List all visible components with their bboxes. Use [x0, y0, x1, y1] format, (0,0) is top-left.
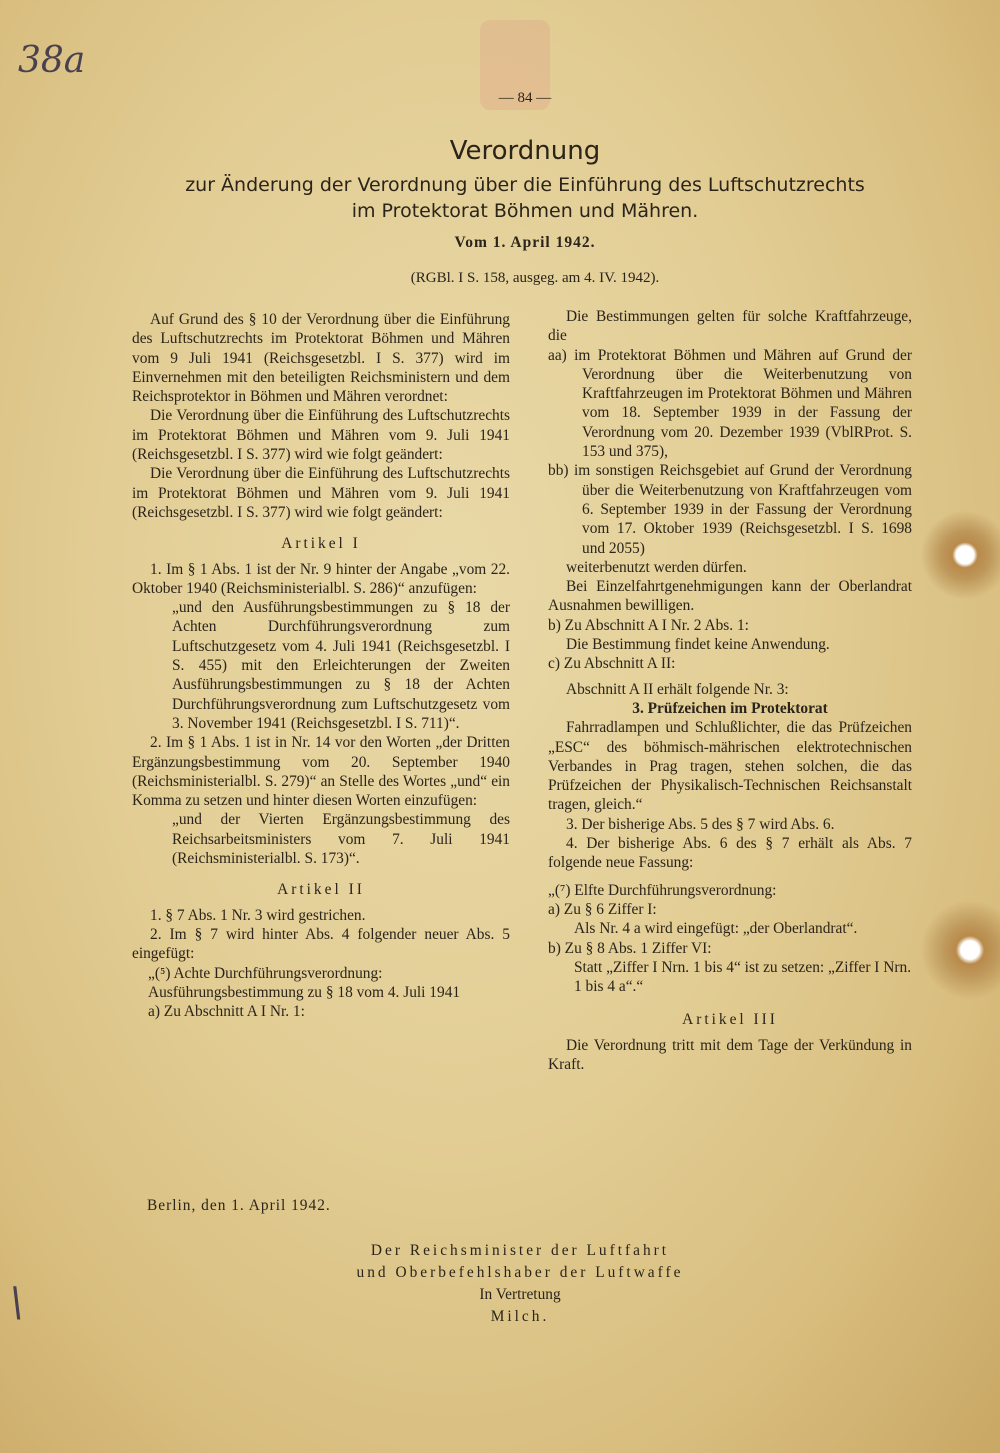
paragraph: 4. Der bisherige Abs. 6 des § 7 erhält als Abs. 7 folgende neue Fassung:	[548, 835, 912, 872]
paragraph: Die Verordnung über die Einführung des Luftschutzrechts im Protektorat Böhmen und Mähren vom 9. Juli 1941 (Reichsgesetzbl. I S. 377) wird wie folgt geändert:	[132, 465, 510, 521]
place-date: Berlin, den 1. April 1942.	[147, 1197, 331, 1214]
quoted-text: „und den Ausführungsbestimmungen zu § 18 der Achten Durchführungsverordnung zum Luftschutzgesetz vom 4. Juli 1941 (Reichsgesetzbl. I S. 455) mit den Erleichterungen der Zweiten Ausführungsbestimmungen zu § 18 der Achten Durchführungsverordnung zum Luftschutzgesetz vom 3. November 1941 (Reichsgesetzbl. I S. 711)“.	[172, 599, 510, 732]
paragraph: 2. Im § 7 wird hinter Abs. 4 folgender neuer Abs. 5 eingefügt:	[132, 925, 510, 963]
signature-name: Milch.	[490, 1308, 550, 1325]
paper-burn-stain	[920, 510, 1000, 600]
paragraph: 1. Im § 1 Abs. 1 ist der Nr. 9 hinter der Angabe „vom 22. Oktober 1940 (Reichsministerialbl. S. 286)“ anzufügen:	[132, 560, 510, 597]
paragraph: 3. Der bisherige Abs. 5 des § 7 wird Abs. 6.	[566, 815, 835, 833]
quoted-text: „und der Vierten Ergänzungsbestimmung des Reichsarbeitsministers vom 7. Juli 1941 (Reichsministerialbl. S. 173)“.	[172, 811, 510, 868]
list-item: aa) im Protektorat Böhmen und Mähren auf Grund der Verordnung über die Weiterbenutzung von Kraftfahrzeugen im Protektorat Böhmen und Mähren vom 18. September 1939 in der Fassung der Verordnung vom 20. Dezember 1939 (VblRProt. S. 153 und 375),	[548, 346, 912, 461]
paper-burn-stain	[920, 900, 1000, 1000]
quoted-text: „(⁵) Achte Durchführungsverordnung: Ausführungsbestimmung zu § 18 vom 4. Juli 1941	[148, 964, 461, 1001]
paragraph: Die Bestimmung findet keine Anwendung.	[566, 636, 830, 654]
paragraph: 1. § 7 Abs. 1 Nr. 3 wird gestrichen.	[150, 906, 366, 924]
list-item: c) Zu Abschnitt A II:	[548, 655, 676, 673]
right-column	[548, 307, 912, 1074]
article-heading: Artikel II	[277, 881, 365, 899]
list-item: a) Zu § 6 Ziffer I:	[548, 900, 657, 918]
paragraph: Die Verordnung über die Einführung des Luftschutzrechts im Protektorat Böhmen und Mähren vom 9. Juli 1941 (Reichsgesetzbl. I S. 377) wird wie folgt geändert:	[132, 407, 510, 464]
paragraph: weiterbenutzt werden dürfen.	[566, 558, 747, 576]
signature-block	[0, 1240, 1000, 1328]
subtitle-line-1: zur Änderung der Verordnung über die Einführung des Luftschutzrechts	[185, 174, 865, 196]
list-item: b) Zu Abschnitt A I Nr. 2 Abs. 1:	[548, 616, 749, 634]
paragraph: Abschnitt A II erhält folgende Nr. 3:	[566, 680, 789, 698]
handwritten-note: 38a	[18, 40, 86, 81]
paragraph: a) Zu Abschnitt A I Nr. 1:	[148, 1003, 305, 1021]
document-title: Verordnung	[449, 136, 601, 166]
article-heading: Artikel III	[682, 1011, 778, 1029]
document-subtitle	[0, 172, 1000, 224]
paragraph: Als Nr. 4 a wird eingefügt: „der Oberlandrat“.	[574, 920, 858, 938]
left-column	[132, 310, 510, 1021]
quoted-text: „(⁷) Elfte Durchführungsverordnung:	[548, 881, 777, 899]
signature-line: Der Reichsminister der Luftfahrt	[370, 1242, 670, 1259]
paragraph: 2. Im § 1 Abs. 1 ist in Nr. 14 vor den Worten „der Dritten Ergänzungsbestimmung vom 20. September 1940 (Reichsministerialbl. S. 279)“ an Stelle des Wortes „und“ ein Komma zu setzen und hinter diesen Worten einzufügen:	[132, 734, 510, 810]
paragraph: Die Verordnung tritt mit dem Tage der Verkündung in Kraft.	[548, 1036, 912, 1073]
paragraph: Bei Einzelfahrtgenehmigungen kann der Oberlandrat Ausnahmen bewilligen.	[548, 578, 912, 615]
quoted-text: Fahrradlampen und Schlußlichter, die das Prüfzeichen „ESC“ des böhmisch-mährischen elektrotechnischen Verbandes in Prag tragen, stehen solchen, die das Prüfzeichen der Physikalisch-Technischen Reichsanstalt tragen, gleich.“	[548, 719, 912, 814]
signature-line: In Vertretung	[479, 1286, 561, 1303]
date-line: Vom 1. April 1942.	[454, 234, 596, 251]
source-line: (RGBl. I S. 158, ausgeg. am 4. IV. 1942).	[410, 270, 660, 286]
signature-line: und Oberbefehlshaber der Luftwaffe	[356, 1264, 684, 1281]
paragraph: Statt „Ziffer I Nrn. 1 bis 4“ ist zu setzen: „Ziffer I Nrn. 1 bis 4 a“.“	[574, 958, 912, 996]
handwritten-stroke: \	[10, 1280, 24, 1326]
list-item: b) Zu § 8 Abs. 1 Ziffer VI:	[548, 939, 712, 957]
paragraph: Die Bestimmungen gelten für solche Kraftfahrzeuge, die	[548, 308, 912, 345]
article-heading: Artikel I	[281, 535, 361, 553]
subtitle-line-2: im Protektorat Böhmen und Mähren.	[351, 200, 699, 222]
page-number: — 84 —	[498, 90, 552, 106]
preamble: Auf Grund des § 10 der Verordnung über die Einführung des Luftschutzrechts im Protektorat Böhmen und Mähren vom 9 Juli 1941 (Reichsgesetzbl. I S. 377) wird im Einvernehmen mit den beteiligten Reichsministern und dem Reichsprotektor in Böhmen und Mähren verordnet:	[132, 311, 510, 406]
list-item: bb) im sonstigen Reichsgebiet auf Grund der Verordnung über die Weiterbenutzung von Kraftfahrzeugen vom 6. September 1939 in der Fassung der Verordnung vom 17. Oktober 1939 (Reichsgesetzbl. I S. 1698 und 2055)	[548, 462, 912, 557]
section-heading: 3. Prüfzeichen im Protektorat	[632, 699, 828, 717]
